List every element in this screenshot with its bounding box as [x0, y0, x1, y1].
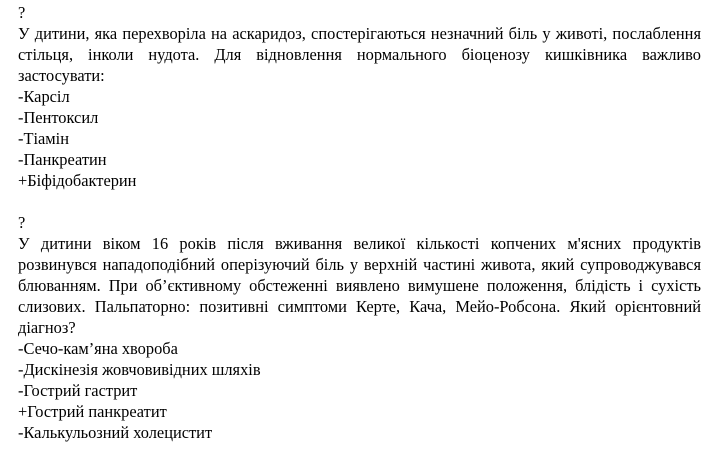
answer-option: -Дискінезія жовчовивідних шляхів — [18, 360, 261, 379]
answer-option: -Калькульозний холецистит — [18, 423, 213, 442]
question-marker: ? — [18, 3, 26, 22]
answer-option: -Гострий гастрит — [18, 381, 138, 400]
answer-option: -Карсіл — [18, 87, 70, 106]
answer-option-correct: +Біфідобактерин — [18, 171, 137, 190]
document-page — [18, 2, 701, 443]
question-block-2 — [18, 212, 701, 443]
answer-option: -Панкреатин — [18, 150, 107, 169]
answer-option-correct: +Гострий панкреатит — [18, 402, 167, 421]
answer-option: -Сечо-кам’яна хвороба — [18, 339, 178, 358]
question-marker: ? — [18, 213, 26, 232]
answer-option: -Пентоксил — [18, 108, 99, 127]
question-text: У дитини, яка перехворіла на аскаридоз, спостерігаються незначний біль у животі, послаблення стільця, інколи нудота. Для відновлення нормального біоценозу кишківника важливо застосувати: — [18, 24, 701, 85]
answer-option: -Тіамін — [18, 129, 69, 148]
question-block-1 — [18, 2, 701, 191]
question-text: У дитини віком 16 років після вживання великої кількості копчених м'ясних продуктів розвинувся нападоподібний оперізуючий біль у верхній частині живота, який супроводжувався блюванням. При об’єктивному обстеженні виявлено вимушене положення, блідість і сухість слизових. Пальпаторно: позитивні симптоми Керте, Кача, Мейо-Робсона. Який орієнтовний діагноз? — [18, 234, 701, 337]
